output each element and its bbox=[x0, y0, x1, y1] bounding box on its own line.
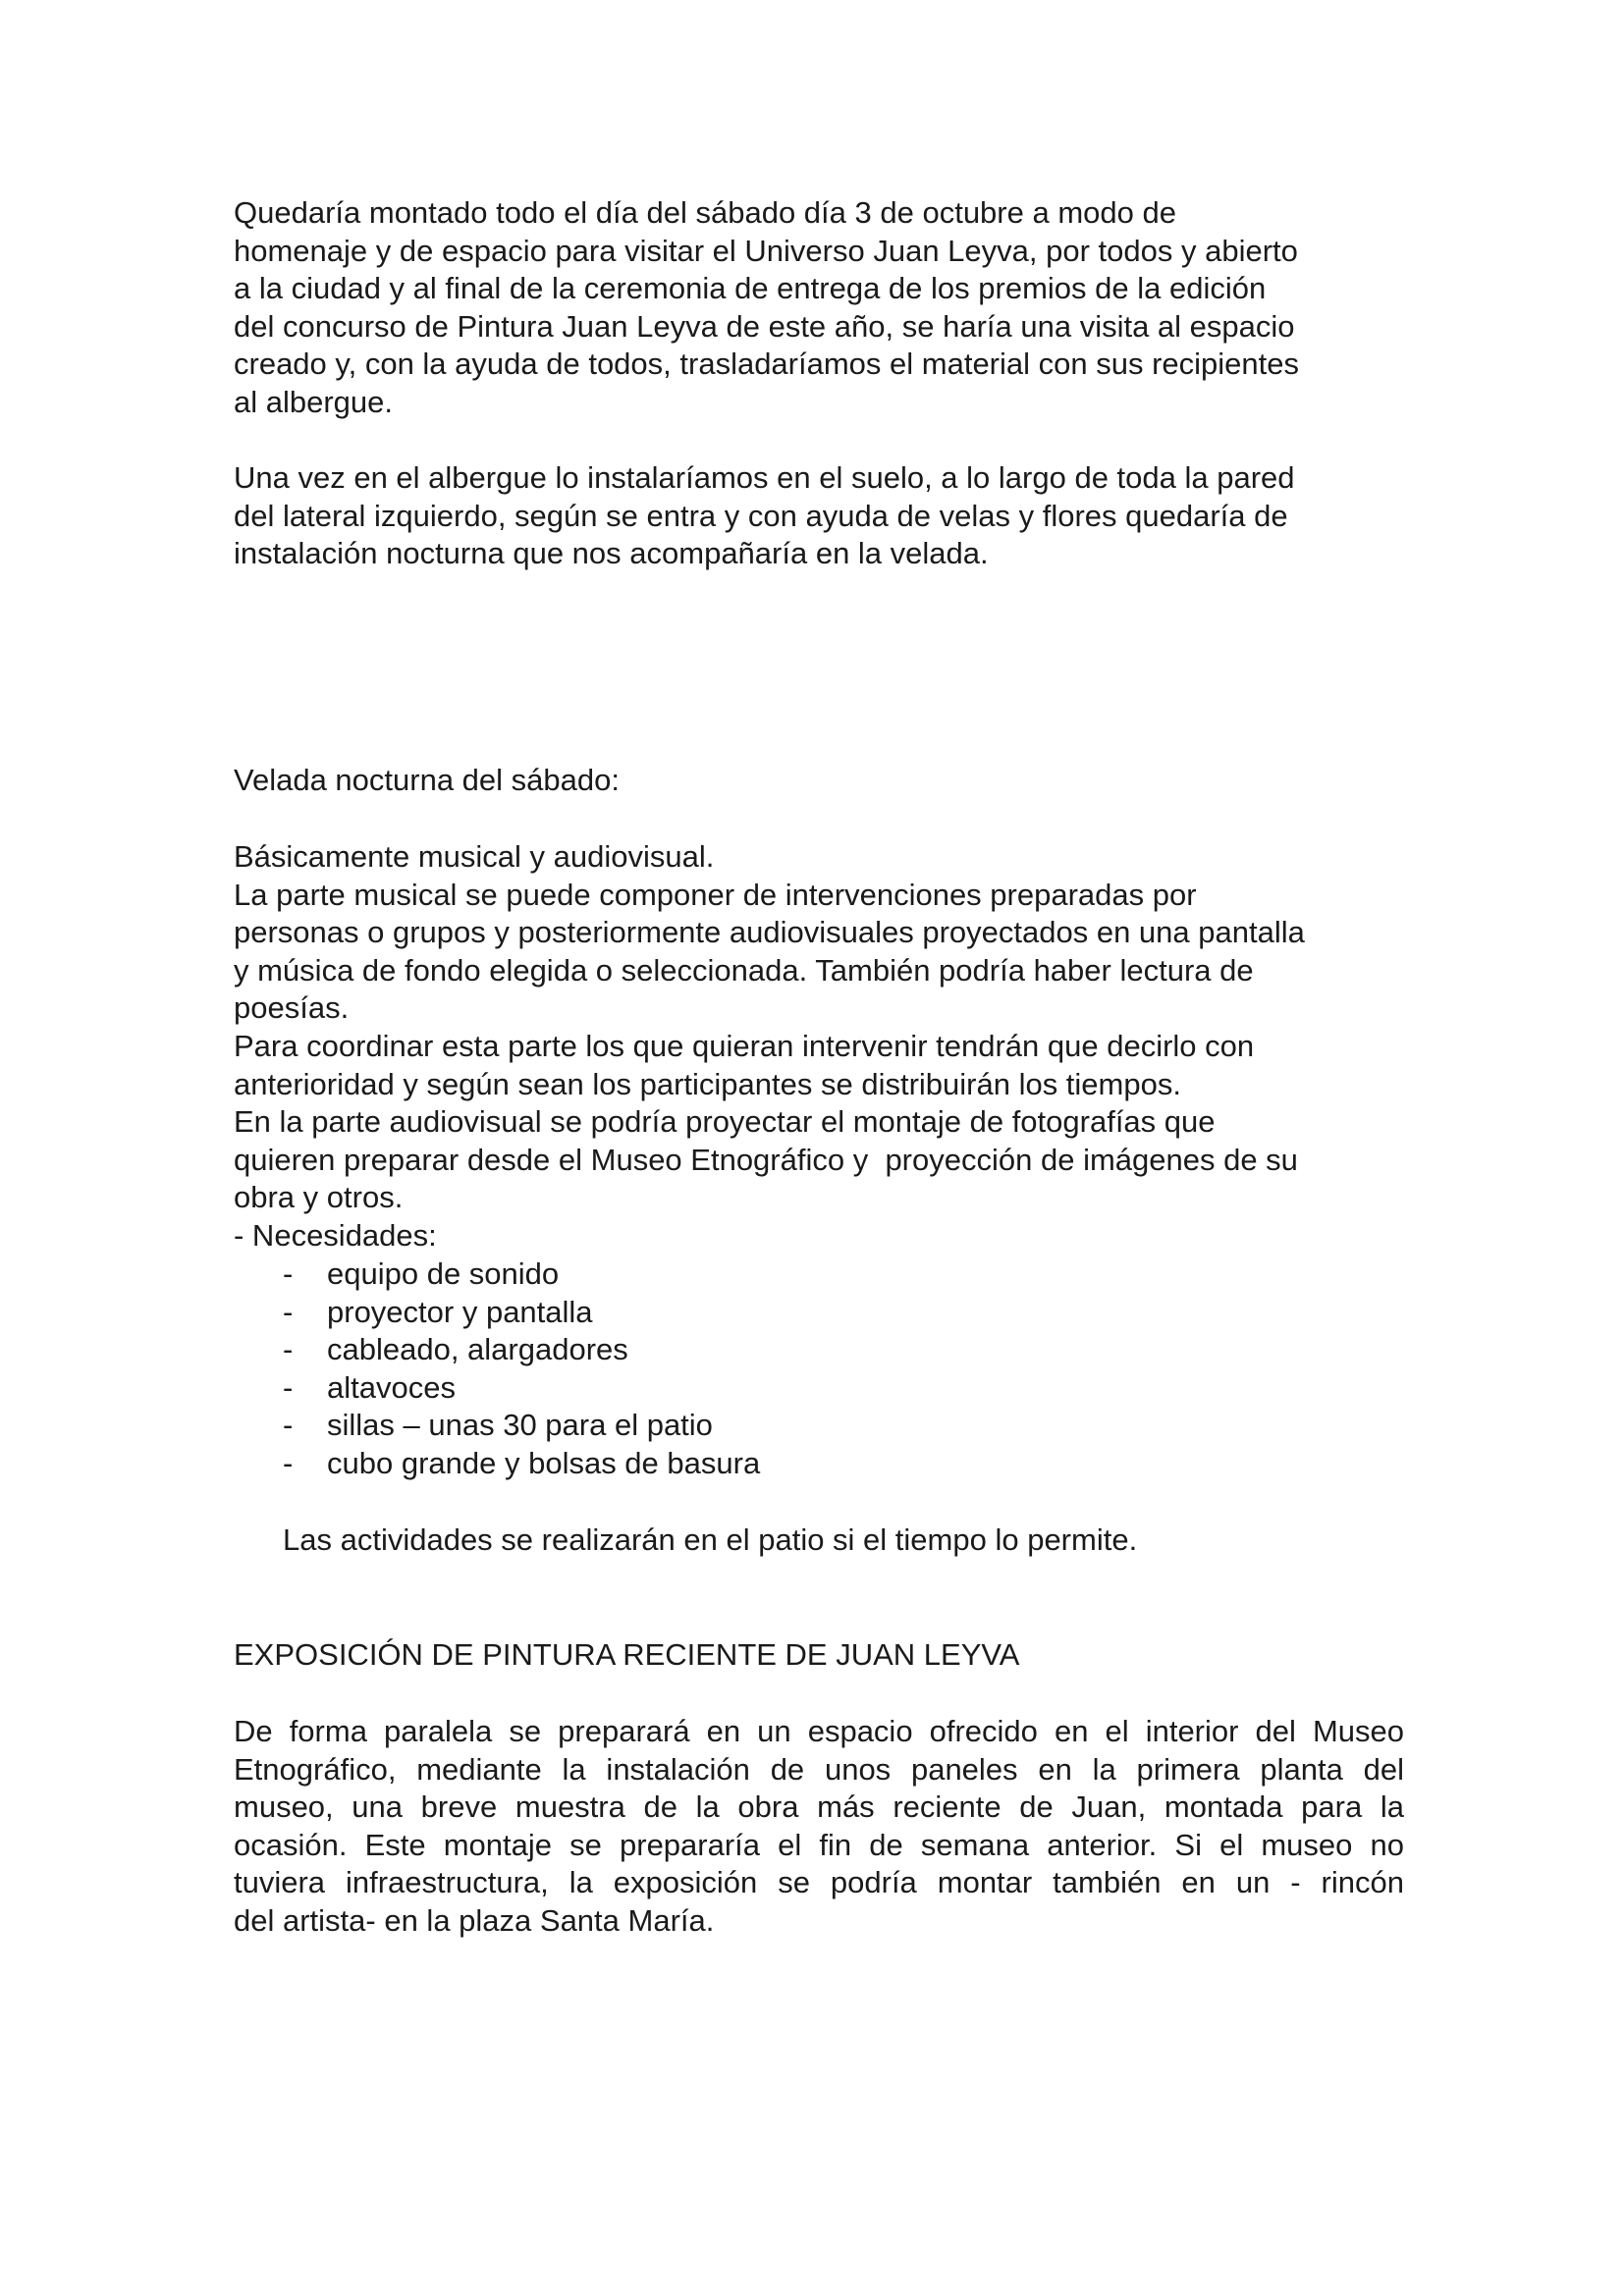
list-item-text: sillas – unas 30 para el patio bbox=[327, 1408, 713, 1443]
paragraph-velada bbox=[234, 838, 1305, 1255]
text-line: poesías. bbox=[234, 990, 350, 1026]
activities-note bbox=[283, 1522, 1137, 1560]
text-line: tuviera infraestructura, la exposición se podría montar también en un - rincón bbox=[234, 1865, 1404, 1900]
text-line: Una vez en el albergue lo instalaríamos en el suelo, a lo largo de toda la pared bbox=[234, 460, 1295, 495]
paragraph-installation bbox=[234, 194, 1299, 422]
list-bullet: - bbox=[283, 1332, 294, 1367]
list-bullet: - bbox=[283, 1369, 294, 1405]
text-line: En la parte audiovisual se podría proyectar el montaje de fotografías que bbox=[234, 1104, 1216, 1140]
list-item bbox=[283, 1255, 760, 1294]
list-bullet: - bbox=[283, 1408, 294, 1443]
list-bullet: - bbox=[283, 1256, 294, 1291]
list-item-text: proyector y pantalla bbox=[327, 1294, 593, 1329]
text-line: del lateral izquierdo, según se entra y con ayuda de velas y flores quedaría de bbox=[234, 498, 1288, 533]
text-line: museo, una breve muestra de la obra más reciente de Juan, montada para la bbox=[234, 1789, 1404, 1825]
text-line: anterioridad y según sean los participantes se distribuirán los tiempos. bbox=[234, 1066, 1181, 1101]
text-line: del concurso de Pintura Juan Leyva de este año, se haría una visita al espacio bbox=[234, 308, 1295, 344]
text-line: - Necesidades: bbox=[234, 1217, 437, 1253]
note-text: Las actividades se realizarán en el patio si el tiempo lo permite. bbox=[283, 1522, 1138, 1557]
list-item bbox=[283, 1445, 760, 1483]
list-item bbox=[283, 1331, 760, 1369]
list-bullet: - bbox=[283, 1445, 294, 1480]
text-line: La parte musical se puede componer de intervenciones preparadas por bbox=[234, 877, 1197, 912]
text-line: y música de fondo elegida o seleccionada. También podría haber lectura de bbox=[234, 952, 1254, 988]
heading-text: Velada nocturna del sábado: bbox=[234, 763, 620, 797]
text-line: creado y, con la ayuda de todos, trasladaríamos el material con sus recipientes bbox=[234, 347, 1299, 382]
velada-heading bbox=[234, 762, 620, 800]
list-item bbox=[283, 1294, 760, 1332]
text-line: del artista- en la plaza Santa María. bbox=[234, 1902, 715, 1938]
text-line: al albergue. bbox=[234, 384, 394, 419]
expo-heading bbox=[234, 1636, 1019, 1675]
text-line: ocasión. Este montaje se prepararía el fin de semana anterior. Si el museo no bbox=[234, 1827, 1404, 1862]
list-item-text: cubo grande y bolsas de basura bbox=[327, 1445, 761, 1480]
list-item-text: cableado, alargadores bbox=[327, 1332, 628, 1367]
needs-list bbox=[283, 1255, 760, 1483]
text-line: a la ciudad y al final de la ceremonia de entrega de los premios de la edición bbox=[234, 271, 1267, 306]
paragraph-albergue bbox=[234, 459, 1295, 573]
text-line: personas o grupos y posteriormente audiovisuales proyectados en una pantalla bbox=[234, 915, 1305, 950]
text-line: obra y otros. bbox=[234, 1180, 404, 1215]
text-line: Para coordinar esta parte los que quieran intervenir tendrán que decirlo con bbox=[234, 1028, 1255, 1063]
list-item-text: altavoces bbox=[327, 1369, 456, 1405]
text-line: instalación nocturna que nos acompañaría en la velada. bbox=[234, 536, 989, 571]
text-line: Etnográfico, mediante la instalación de unos paneles en la primera planta del bbox=[234, 1751, 1404, 1787]
text-line: De forma paralela se preparará en un espacio ofrecido en el interior del Museo bbox=[234, 1714, 1404, 1748]
heading-text: EXPOSICIÓN DE PINTURA RECIENTE DE JUAN LEYVA bbox=[234, 1637, 1020, 1672]
paragraph-exposicion bbox=[234, 1713, 1404, 1941]
list-item bbox=[283, 1407, 760, 1445]
text-line: Básicamente musical y audiovisual. bbox=[234, 839, 715, 874]
list-item bbox=[283, 1369, 760, 1408]
list-item-text: equipo de sonido bbox=[327, 1256, 560, 1291]
text-line: quieren preparar desde el Museo Etnográfico y proyección de imágenes de su bbox=[234, 1142, 1298, 1177]
list-bullet: - bbox=[283, 1294, 294, 1329]
text-line: homenaje y de espacio para visitar el Universo Juan Leyva, por todos y abierto bbox=[234, 233, 1298, 268]
text-line: Quedaría montado todo el día del sábado día 3 de octubre a modo de bbox=[234, 195, 1176, 230]
